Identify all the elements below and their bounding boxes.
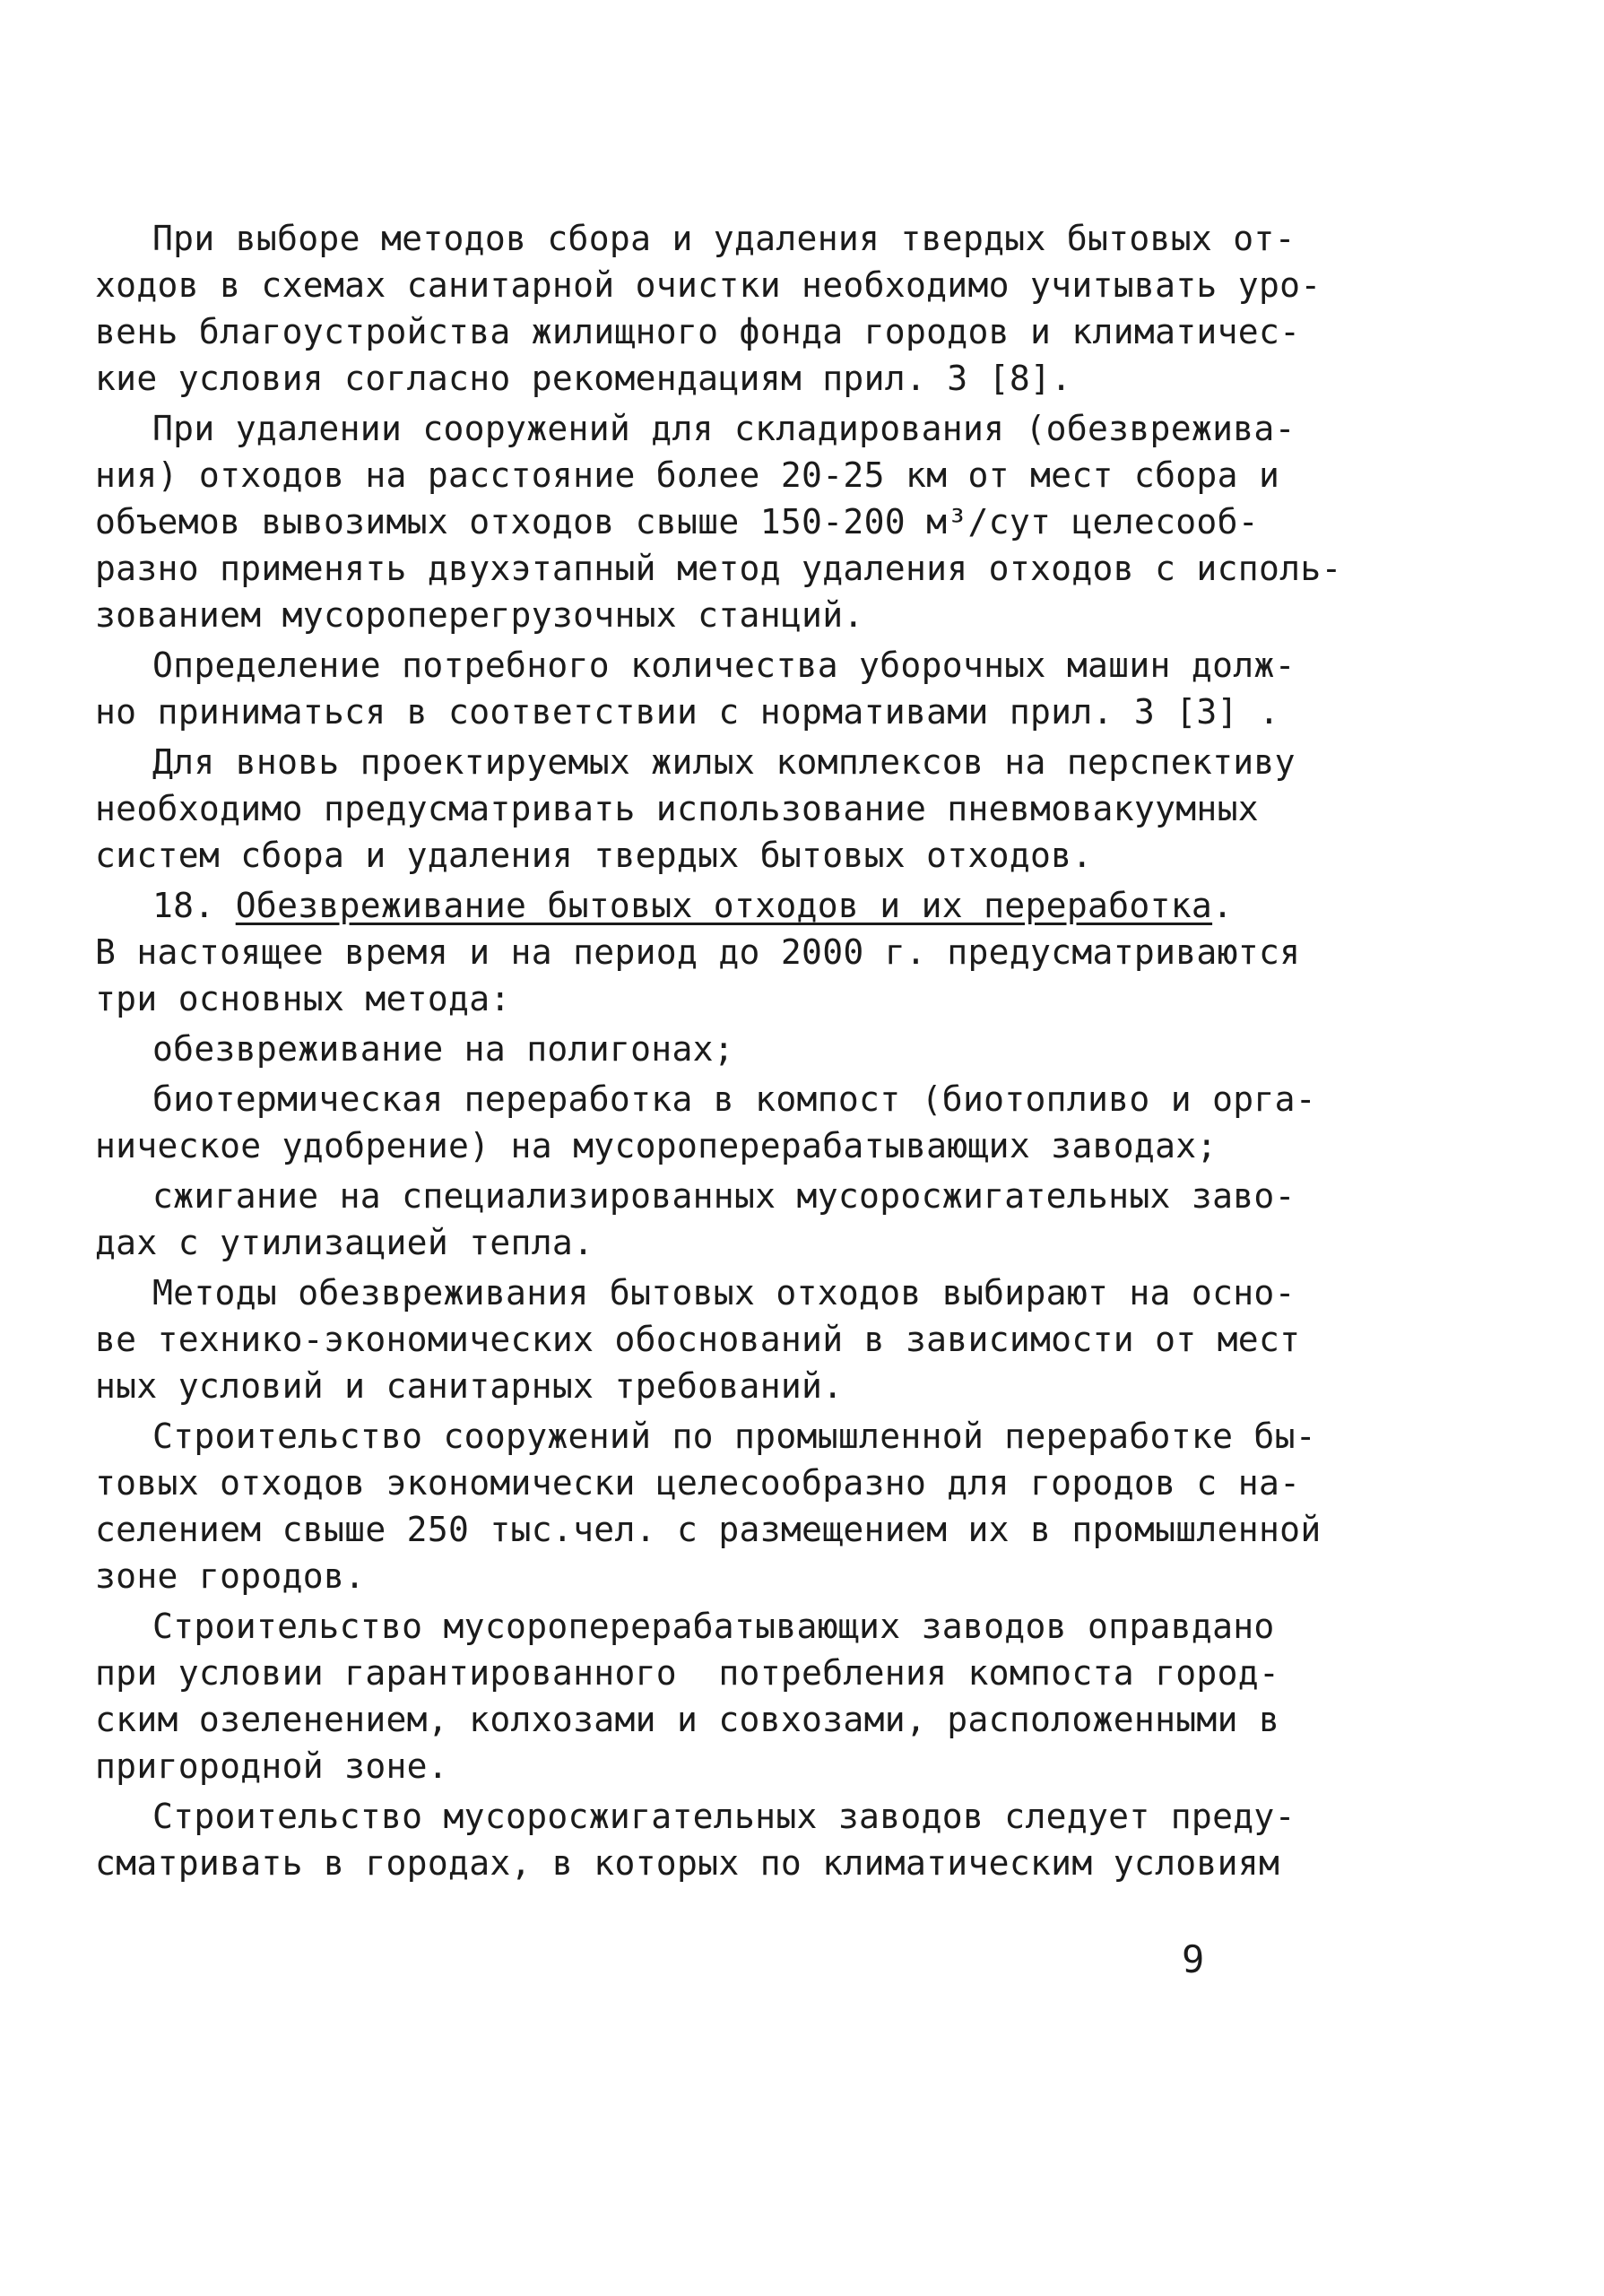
- text-line: ных условий и санитарных требований.: [95, 1366, 844, 1406]
- text-line: кие условия согласно рекомендациям прил. 3 [8].: [95, 359, 1072, 398]
- text-line: разно применять двухэтапный метод удаления отходов с исполь-: [95, 549, 1342, 588]
- text-line: три основных метода:: [95, 979, 511, 1018]
- section-number: 18.: [152, 886, 236, 925]
- text-line: пригородной зоне.: [95, 1746, 449, 1786]
- text-line: В настоящее время и на период до 2000 г. предусматриваются: [95, 932, 1301, 972]
- text-line: ния) отходов на расстояние более 20-25 км от мест сбора и: [95, 455, 1280, 495]
- text-line: ходов в схемах санитарной очистки необходимо учитывать уро-: [95, 265, 1322, 305]
- text-line: товых отходов экономически целесообразно для городов с на-: [95, 1463, 1301, 1503]
- text-line: объемов вывозимых отходов свыше 150-200 м³/сут целесооб-: [95, 502, 1259, 542]
- section-heading: [152, 882, 1233, 929]
- text-line: Строительство сооружений по промышленной переработке бы-: [152, 1417, 1316, 1456]
- text-line: ским озеленением, колхозами и совхозами, расположенными в: [95, 1700, 1280, 1739]
- list-item: обезвреживание на полигонах;: [152, 1029, 734, 1069]
- text-line: зоне городов.: [95, 1556, 366, 1596]
- text-line: ве технико-экономических обоснований в зависимости от мест: [95, 1320, 1301, 1359]
- text-line: селением свыше 250 тыс.чел. с размещением их в промышленной: [95, 1510, 1322, 1549]
- list-item: сжигание на специализированных мусоросжигательных заво-: [152, 1176, 1296, 1216]
- text-line: Строительство мусороперерабатывающих заводов оправдано: [152, 1607, 1275, 1646]
- text-line: зованием мусороперегрузочных станций.: [95, 595, 864, 635]
- section-title: Обезвреживание бытовых отходов и их переработка: [235, 886, 1213, 925]
- text-line: дах с утилизацией тепла.: [95, 1223, 594, 1262]
- text-line: Методы обезвреживания бытовых отходов выбирают на осно-: [152, 1273, 1296, 1313]
- text-line: систем сбора и удаления твердых бытовых отходов.: [95, 836, 1093, 875]
- text-line: При выборе методов сбора и удаления твердых бытовых от-: [152, 219, 1296, 258]
- text-line: сматривать в городах, в которых по климатическим условиям: [95, 1843, 1280, 1883]
- text-line: ническое удобрение) на мусороперерабатывающих заводах;: [95, 1126, 1218, 1165]
- section-title-period: .: [1212, 886, 1234, 925]
- text-line: Для вновь проектируемых жилых комплексов на перспективу: [152, 742, 1296, 782]
- text-line: Определение потребного количества уборочных машин долж-: [152, 645, 1296, 685]
- text-line: необходимо предусматривать использование пневмовакуумных: [95, 789, 1259, 828]
- text-line: При удалении сооружений для складирования (обезвреживa-: [152, 409, 1296, 448]
- list-item: биотермическая переработка в компост (биотопливо и орга-: [152, 1079, 1316, 1119]
- text-line: при условии гарантированного потребления компоста город-: [95, 1653, 1280, 1693]
- page-number: 9: [1182, 1937, 1205, 1981]
- text-line: но приниматься в соответствии с нормативами прил. 3 [3] .: [95, 692, 1280, 732]
- text-line: Строительство мусоросжигательных заводов следует преду-: [152, 1797, 1296, 1836]
- text-line: вень благоустройства жилищного фонда городов и климатичес-: [95, 312, 1301, 351]
